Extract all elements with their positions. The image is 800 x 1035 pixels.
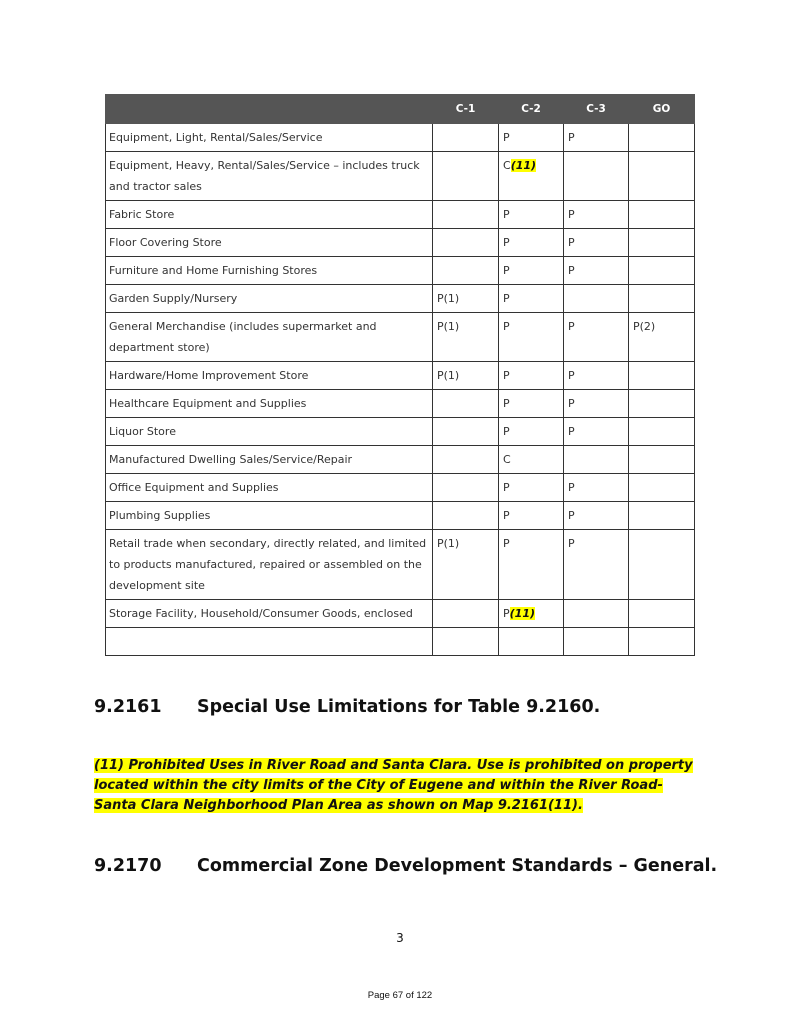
column-header-c1: C-1 (433, 95, 499, 124)
table-row (106, 124, 695, 152)
use-cell: Storage Facility, Household/Consumer Goods, enclosed (106, 600, 433, 628)
column-header-c2: C-2 (499, 95, 564, 124)
go-cell: P(2) (629, 313, 695, 362)
table-row (106, 446, 695, 474)
c3-cell: P (564, 229, 629, 257)
section-title-9-2161: Special Use Limitations for Table 9.2160. (197, 697, 601, 717)
table-row (106, 502, 695, 530)
c2-cell: P (499, 390, 564, 418)
c1-cell (433, 152, 499, 201)
c3-cell (564, 285, 629, 313)
c2-note-highlight: (11) (510, 159, 537, 172)
section-number-9-2170: 9.2170 (94, 856, 162, 876)
c3-cell (564, 628, 629, 656)
c1-cell (433, 474, 499, 502)
c1-cell (433, 418, 499, 446)
use-cell: Fabric Store (106, 201, 433, 229)
go-cell (629, 285, 695, 313)
table-row (106, 600, 695, 628)
use-cell: Healthcare Equipment and Supplies (106, 390, 433, 418)
c2-cell: P (499, 362, 564, 390)
use-cell: Floor Covering Store (106, 229, 433, 257)
page-number: 3 (396, 931, 404, 945)
use-cell: Plumbing Supplies (106, 502, 433, 530)
c1-cell (433, 446, 499, 474)
section-title-9-2170: Commercial Zone Development Standards – General. (197, 856, 718, 876)
c3-cell: P (564, 418, 629, 446)
c2-note-highlight: (11) (509, 607, 536, 620)
c3-cell: P (564, 390, 629, 418)
column-header-use (106, 95, 433, 124)
go-cell (629, 446, 695, 474)
go-cell (629, 257, 695, 285)
c2-cell: P (499, 502, 564, 530)
c1-cell (433, 628, 499, 656)
use-cell: General Merchandise (includes supermarket and department store) (106, 313, 433, 362)
use-cell: Equipment, Light, Rental/Sales/Service (106, 124, 433, 152)
c3-cell: P (564, 124, 629, 152)
table-row (106, 362, 695, 390)
special-use-note-text: (11) Prohibited Uses in River Road and Santa Clara. Use is prohibited on property located within the city limits of the City of Eugene and within the River Road-Santa Clara Neighborhood Plan Area as shown on Map 9.2161(11). (94, 758, 693, 813)
c3-cell: P (564, 201, 629, 229)
use-cell: Retail trade when secondary, directly related, and limited to products manufactured, repaired or assembled on the development site (106, 530, 433, 600)
use-cell: Office Equipment and Supplies (106, 474, 433, 502)
go-cell (629, 152, 695, 201)
c2-cell: C (499, 446, 564, 474)
go-cell (629, 530, 695, 600)
c1-cell (433, 390, 499, 418)
go-cell (629, 124, 695, 152)
go-cell (629, 229, 695, 257)
c2-cell: P (499, 313, 564, 362)
c1-cell (433, 257, 499, 285)
go-cell (629, 628, 695, 656)
c3-cell: P (564, 257, 629, 285)
c1-cell (433, 502, 499, 530)
column-header-c3: C-3 (564, 95, 629, 124)
table-row (106, 257, 695, 285)
c2-cell: P (499, 201, 564, 229)
c2-cell: P (499, 474, 564, 502)
column-header-go: GO (629, 95, 695, 124)
go-cell (629, 201, 695, 229)
go-cell (629, 474, 695, 502)
zone-use-table (105, 94, 695, 656)
c2-cell (499, 600, 564, 628)
c1-cell (433, 600, 499, 628)
c3-cell: P (564, 362, 629, 390)
go-cell (629, 502, 695, 530)
c2-value: P (503, 607, 510, 620)
table-row (106, 229, 695, 257)
c2-value: C (503, 159, 511, 172)
table-header-row (106, 95, 695, 124)
use-cell: Liquor Store (106, 418, 433, 446)
c3-cell: P (564, 474, 629, 502)
c1-cell: P(1) (433, 313, 499, 362)
go-cell (629, 390, 695, 418)
page-footer: Page 67 of 122 (367, 990, 433, 1001)
c3-cell: P (564, 313, 629, 362)
c1-cell (433, 229, 499, 257)
use-cell: Furniture and Home Furnishing Stores (106, 257, 433, 285)
table-row (106, 530, 695, 600)
c3-cell: P (564, 502, 629, 530)
use-cell: Hardware/Home Improvement Store (106, 362, 433, 390)
c2-cell: P (499, 418, 564, 446)
go-cell (629, 600, 695, 628)
section-number-9-2161: 9.2161 (94, 697, 162, 717)
table-row (106, 418, 695, 446)
c1-cell: P(1) (433, 362, 499, 390)
c2-cell: P (499, 257, 564, 285)
c2-cell (499, 152, 564, 201)
c2-cell (499, 628, 564, 656)
use-cell (106, 628, 433, 656)
table-row (106, 474, 695, 502)
c2-cell: P (499, 285, 564, 313)
c1-cell (433, 201, 499, 229)
use-cell: Manufactured Dwelling Sales/Service/Repair (106, 446, 433, 474)
table-row (106, 201, 695, 229)
c3-cell: P (564, 530, 629, 600)
c3-cell (564, 600, 629, 628)
go-cell (629, 418, 695, 446)
c2-cell: P (499, 124, 564, 152)
use-cell: Garden Supply/Nursery (106, 285, 433, 313)
special-use-note (94, 756, 694, 816)
c3-cell (564, 446, 629, 474)
c1-cell: P(1) (433, 530, 499, 600)
table-row-empty (106, 628, 695, 656)
table-row (106, 313, 695, 362)
c1-cell (433, 124, 499, 152)
c2-cell: P (499, 530, 564, 600)
c3-cell (564, 152, 629, 201)
table-row (106, 152, 695, 201)
c2-cell: P (499, 229, 564, 257)
table-row (106, 285, 695, 313)
use-cell: Equipment, Heavy, Rental/Sales/Service – includes truck and tractor sales (106, 152, 433, 201)
go-cell (629, 362, 695, 390)
c1-cell: P(1) (433, 285, 499, 313)
table-row (106, 390, 695, 418)
